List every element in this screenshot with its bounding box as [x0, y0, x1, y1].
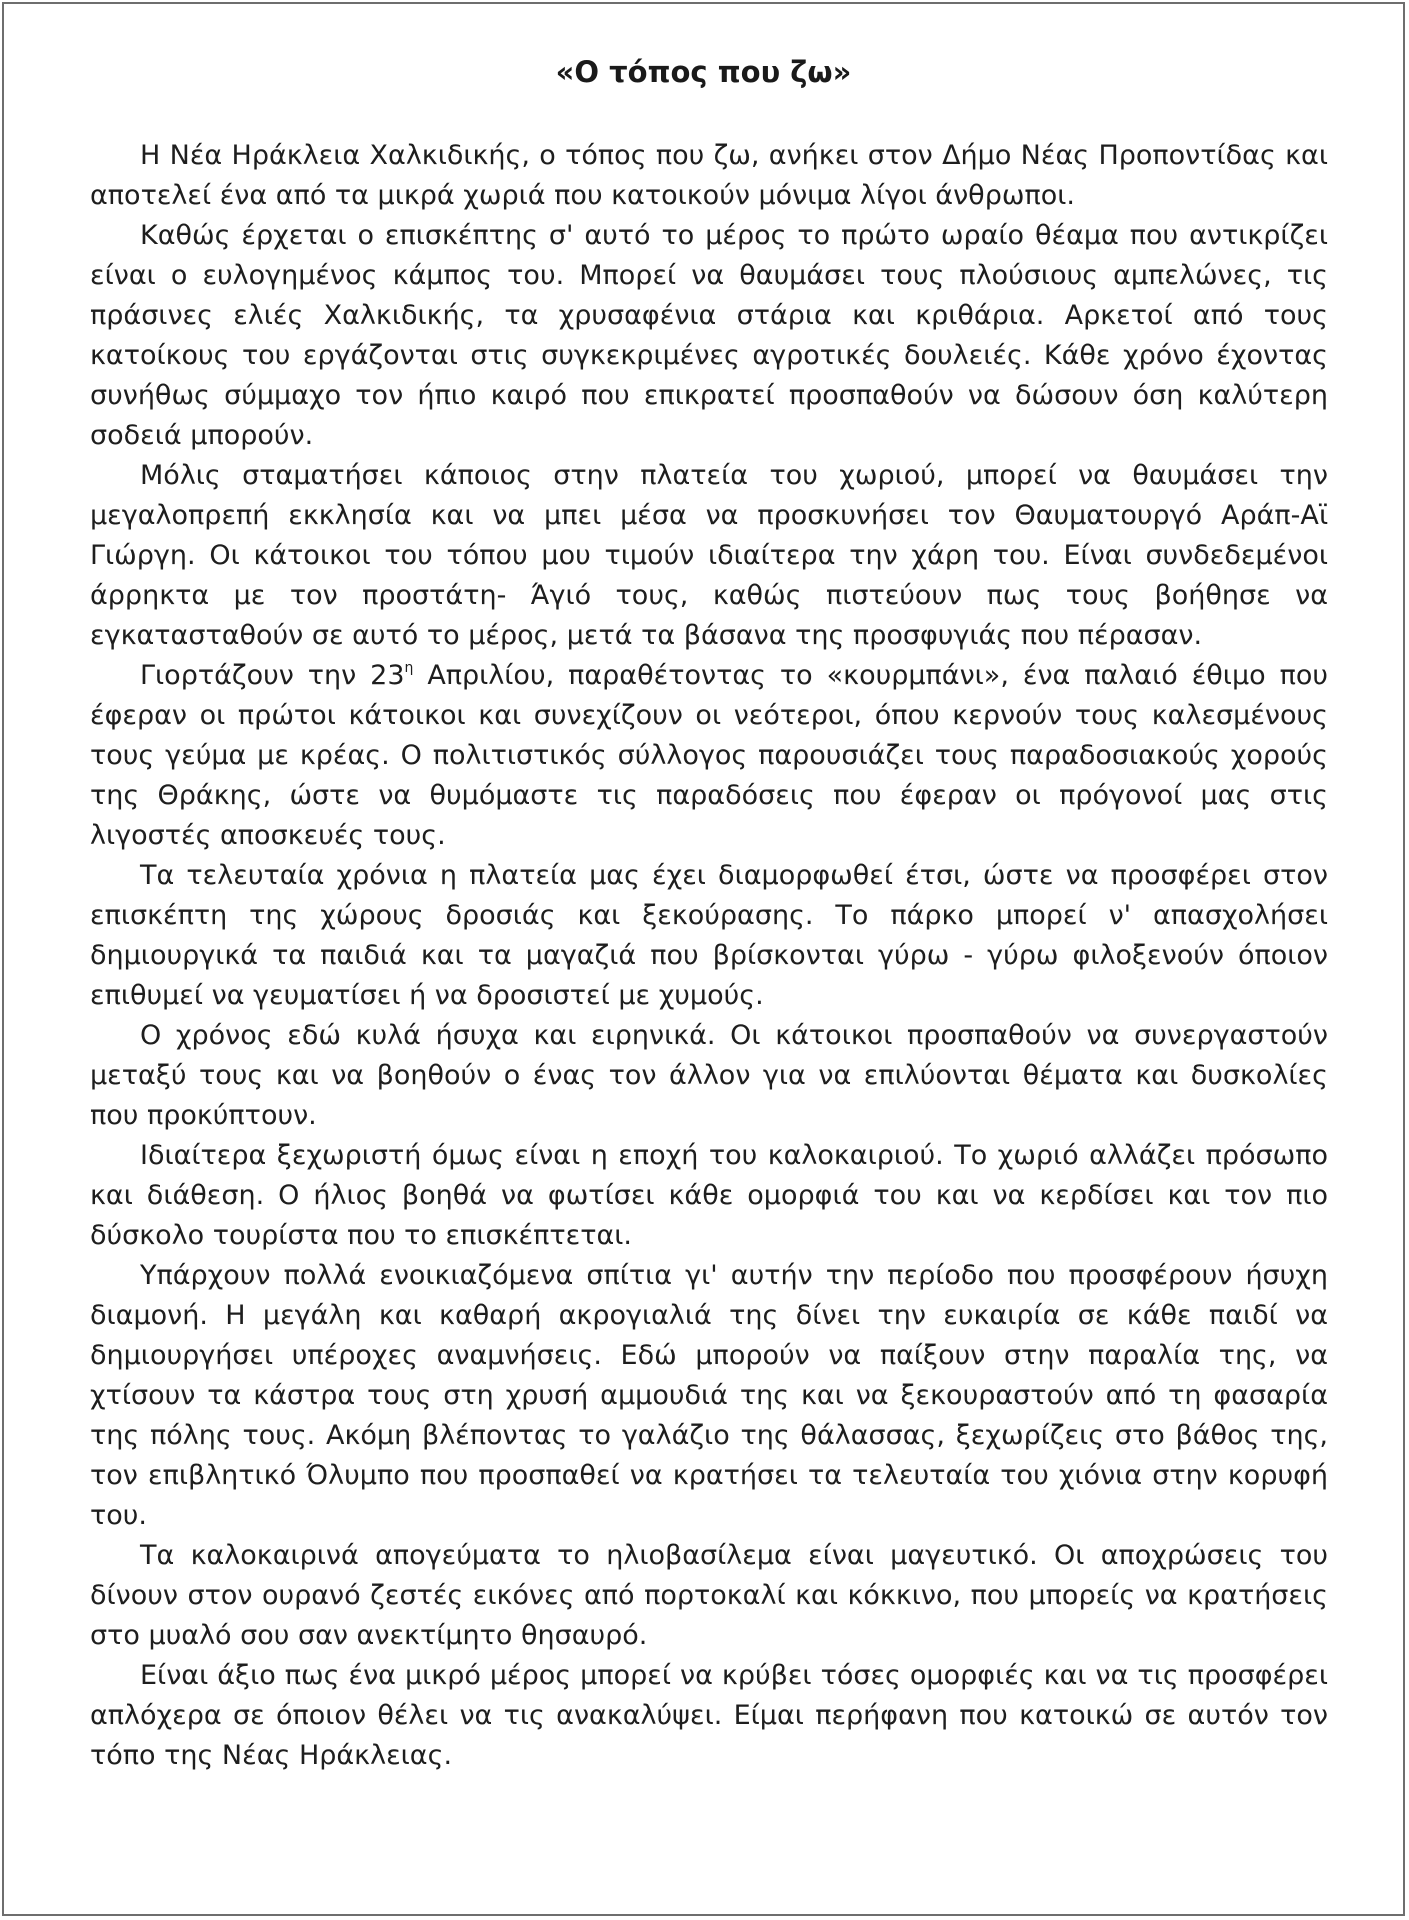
paragraph-8: Υπάρχουν πολλά ενοικιαζόμενα σπίτια γι' αυτήν την περίοδο που προσφέρουν ήσυχη διαμονή. Η μεγάλη και καθαρή ακρογιαλιά της δίνει την ευκαιρία σε κάθε παιδί να δημιουργήσει υπέροχες αναμνήσεις. Εδώ μπορούν να παίξουν στην παραλία της, να χτίσουν τα κάστρα τους στη χρυσή αμμουδιά της και να ξεκουραστούν από τη φασαρία της πόλης τους. Ακόμη βλέποντας το γαλάζιο της θάλασσας, ξεχωρίζεις στο βάθος της, τον επιβλητικό Όλυμπο που προσπαθεί να κρατήσει τα τελευταία του χιόνια στην κορυφή του.: [90, 1260, 1328, 1531]
paragraph-5: Τα τελευταία χρόνια η πλατεία μας έχει διαμορφωθεί έτσι, ώστε να προσφέρει στον επισκέπτη της χώρους δροσιάς και ξεκούρασης. Το πάρκο μπορεί ν' απασχολήσει δημιουργικά τα παιδιά και τα μαγαζιά που βρίσκονται γύρω - γύρω φιλοξενούν όποιον επιθυμεί να γευματίσει ή να δροσιστεί με χυμούς.: [90, 860, 1328, 1011]
paragraph-1: Η Νέα Ηράκλεια Χαλκιδικής, ο τόπος που ζω, ανήκει στον Δήμο Νέας Προποντίδας και αποτελεί ένα από τα μικρά χωριά που κατοικούν μόνιμα λίγοι άνθρωποι.: [90, 140, 1328, 211]
paragraph-2: Καθώς έρχεται ο επισκέπτης σ' αυτό το μέρος το πρώτο ωραίο θέαμα που αντικρίζει είναι ο ευλογημένος κάμπος του. Μπορεί να θαυμάσει τους πλούσιους αμπελώνες, τις πράσινες ελιές Χαλκιδικής, τα χρυσαφένια στάρια και κριθάρια. Αρκετοί από τους κατοίκους του εργάζονται στις συγκεκριμένες αγροτικές δουλειές. Κάθε χρόνο έχοντας συνήθως σύμμαχο τον ήπιο καιρό που επικρατεί προσπαθούν να δώσουν όση καλύτερη σοδειά μπορούν.: [90, 220, 1328, 451]
page-frame: [2, 2, 1405, 1916]
paragraph-6: Ο χρόνος εδώ κυλά ήσυχα και ειρηνικά. Οι κάτοικοι προσπαθούν να συνεργαστούν μεταξύ τους και να βοηθούν ο ένας τον άλλον για να επιλύονται θέματα και δυσκολίες που προκύπτουν.: [90, 1020, 1328, 1131]
paragraph-4-rest: Απριλίου, παραθέτοντας το «κουρμπάνι», ένα παλαιό έθιμο που έφεραν οι πρώτοι κάτοικοι και συνεχίζουν οι νεότεροι, όπου κερνούν τους καλεσμένους τους γεύμα με κρέας. Ο πολιτιστικός σύλλογος παρουσιάζει τους παραδοσιακούς χορούς της Θράκης, ώστε να θυμόμαστε τις παραδόσεις που έφεραν οι πρόγονοί μας στις λιγοστές αποσκευές τους.: [90, 660, 1328, 851]
paragraph-4-start: Γιορτάζουν την 23: [140, 660, 405, 691]
paragraph-3: Μόλις σταματήσει κάποιος στην πλατεία του χωριού, μπορεί να θαυμάσει την μεγαλοπρεπή εκκλησία και να μπει μέσα να προσκυνήσει τον Θαυματουργό Αράπ-Αϊ Γιώργη. Οι κάτοικοι του τόπου μου τιμούν ιδιαίτερα την χάρη του. Είναι συνδεδεμένοι άρρηκτα με τον προστάτη- Άγιό τους, καθώς πιστεύουν πως τους βοήθησε να εγκατασταθούν σε αυτό το μέρος, μετά τα βάσανα της προσφυγιάς που πέρασαν.: [90, 460, 1328, 651]
paragraph-4: [90, 656, 1328, 856]
ordinal-superscript: η: [404, 660, 414, 676]
paragraph-7: Ιδιαίτερα ξεχωριστή όμως είναι η εποχή του καλοκαιριού. Το χωριό αλλάζει πρόσωπο και διάθεση. Ο ήλιος βοηθά να φωτίσει κάθε ομορφιά του και να κερδίσει και τον πιο δύσκολο τουρίστα που το επισκέπτεται.: [90, 1140, 1328, 1251]
paragraph-9: Τα καλοκαιρινά απογεύματα το ηλιοβασίλεμα είναι μαγευτικό. Οι αποχρώσεις του δίνουν στον ουρανό ζεστές εικόνες από πορτοκαλί και κόκκινο, που μπορείς να κρατήσεις στο μυαλό σου σαν ανεκτίμητο θησαυρό.: [90, 1540, 1328, 1651]
document-title: «Ο τόπος που ζω»: [555, 55, 852, 89]
document-body: [90, 136, 1328, 1776]
paragraph-10: Είναι άξιο πως ένα μικρό μέρος μπορεί να κρύβει τόσες ομορφιές και να τις προσφέρει απλόχερα σε όποιον θέλει να τις ανακαλύψει. Είμαι περήφανη που κατοικώ σε αυτόν τον τόπο της Νέας Ηράκλειας.: [90, 1660, 1328, 1771]
